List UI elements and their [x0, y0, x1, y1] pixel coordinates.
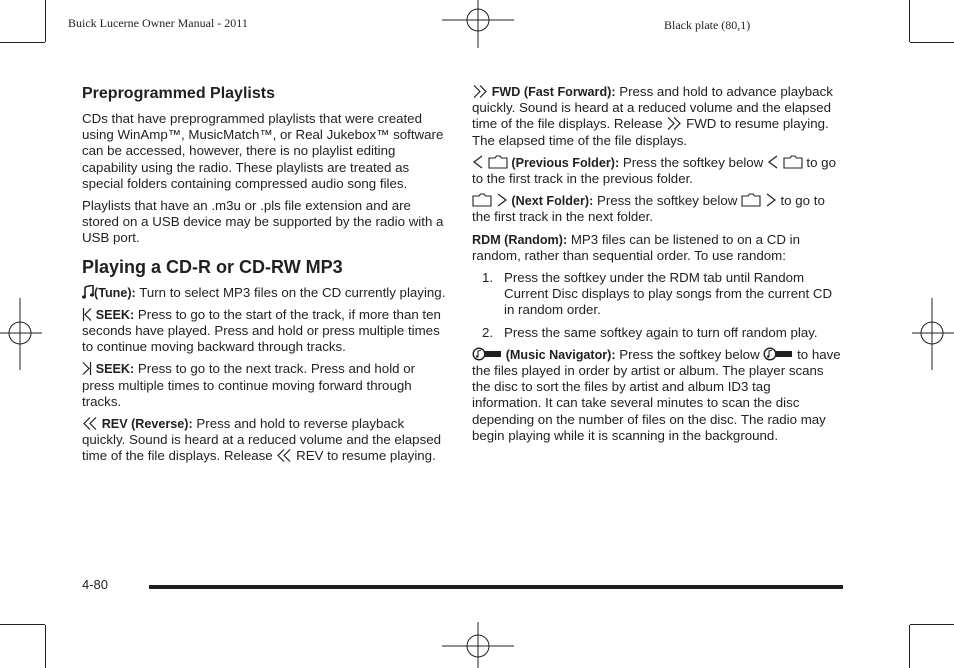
- seek-forward-icon: [82, 362, 92, 375]
- prev-folder-text-end: to go to the first track in the previous folder.: [472, 154, 836, 187]
- crop-mark: [909, 0, 910, 42]
- step-text: Press the softkey under the RDM tab until Random Current Disc displays to play songs from the current CD in random order.: [504, 270, 833, 318]
- next-folder-text-end: to go to the first track in the next folder.: [472, 193, 825, 225]
- crop-mark: [0, 624, 45, 625]
- prev-folder-text: Press the softkey below: [619, 154, 764, 170]
- rev-label: REV (Reverse):: [101, 417, 193, 432]
- chevron-left-icon: [767, 155, 779, 169]
- paragraph: Playlists that have an .m3u or .pls file extension and are stored on a USB device may be supported by the radio with a USB port.: [82, 198, 444, 246]
- tune-label: (Tune):: [94, 285, 136, 300]
- chevron-right-icon: [496, 193, 508, 207]
- chevron-left-icon: [472, 155, 484, 169]
- list-item: [472, 325, 842, 341]
- rewind-icon: [82, 417, 98, 430]
- rewind-icon: [276, 449, 292, 462]
- folder-icon: [472, 193, 492, 207]
- registration-mark-right: [912, 298, 954, 370]
- folder-icon: [741, 193, 761, 207]
- seek-back-paragraph: [82, 307, 448, 356]
- registration-mark-bottom: [442, 622, 514, 668]
- footer-rule: [149, 585, 843, 589]
- seek-label: SEEK:: [95, 307, 135, 322]
- music-navigator-icon: [472, 347, 502, 361]
- tune-paragraph: [82, 285, 448, 301]
- next-folder-label: (Next Folder):: [511, 194, 594, 209]
- seek-back-text: Press to go to the start of the track, if more than ten seconds have played. Press and hold or press multiple times to continue moving backward through tracks.: [82, 306, 441, 355]
- seek-forward-text: Press to go to the next track. Press and hold or press multiple times to continue moving forward through tracks.: [82, 361, 416, 409]
- random-steps-list: [472, 270, 842, 341]
- seek-forward-paragraph: [82, 361, 448, 410]
- rdm-text: MP3 files can be listened to on a CD in random, rather than sequential order. To use random:: [472, 231, 800, 263]
- music-navigator-paragraph: [472, 347, 842, 444]
- crop-mark: [910, 624, 954, 625]
- crop-mark: [0, 42, 45, 43]
- seek-label: SEEK:: [95, 362, 135, 377]
- right-column: [472, 84, 842, 450]
- registration-mark-left: [0, 298, 42, 370]
- step-number: 1.: [482, 270, 494, 286]
- fwd-paragraph: [472, 84, 842, 149]
- prev-folder-label: (Previous Folder):: [511, 155, 620, 170]
- music-navigator-text-end: to have the files played in order by artist or album. The player scans the disc to sort the files by artist and album ID3 tag information. It can take several minutes to scan the disc depending on the number of files on the disc. The radio may begin playing while it is scanning in the background.: [472, 346, 841, 443]
- section-heading: Playing a CD-R or CD-RW MP3: [82, 256, 343, 277]
- rdm-paragraph: [472, 232, 842, 264]
- list-item: [472, 270, 842, 319]
- prev-folder-paragraph: [472, 155, 842, 187]
- fwd-label: FWD (Fast Forward):: [491, 85, 616, 99]
- fast-forward-icon: [472, 85, 488, 98]
- header-plate-info: Black plate (80,1): [664, 18, 751, 32]
- crop-mark: [910, 42, 954, 43]
- folder-icon: [488, 155, 508, 169]
- registration-mark-top: [442, 0, 514, 48]
- chevron-right-icon: [765, 193, 777, 207]
- step-text: Press the same softkey again to turn off random play.: [504, 324, 818, 340]
- rdm-label: RDM (Random):: [472, 232, 568, 247]
- crop-mark: [45, 0, 46, 42]
- music-navigator-label: (Music Navigator):: [505, 347, 616, 362]
- folder-icon: [783, 155, 803, 169]
- fast-forward-icon: [666, 117, 682, 130]
- fwd-text-end: FWD to resume playing. The elapsed time of the file displays.: [472, 116, 829, 148]
- page-number: 4-80: [82, 577, 109, 592]
- music-navigator-text: Press the softkey below: [615, 346, 760, 362]
- paragraph: CDs that have preprogrammed playlists that were created using WinAmp™, MusicMatch™, or Real Jukebox™ software can be accessed, however, there is no playlist editing capability using the radio. These playlists are treated as special folders containing compressed audio song files.: [82, 111, 444, 191]
- next-folder-paragraph: [472, 193, 842, 225]
- crop-mark: [45, 625, 46, 668]
- music-navigator-icon: [763, 347, 793, 361]
- header-manual-title: Buick Lucerne Owner Manual - 2011: [68, 16, 248, 30]
- section-heading: Preprogrammed Playlists: [82, 85, 275, 102]
- rev-text: Press and hold to reverse playback quickly. Sound is heard at a reduced volume and the elapsed time of the file displays. Release: [82, 416, 442, 464]
- crop-mark: [909, 625, 910, 668]
- step-number: 2.: [482, 324, 494, 340]
- left-column: [82, 84, 448, 471]
- rev-text-end: REV to resume playing.: [292, 448, 436, 464]
- music-note-icon: [82, 285, 94, 299]
- rev-paragraph: [82, 416, 448, 465]
- next-folder-text: Press the softkey below: [593, 193, 738, 209]
- seek-back-icon: [82, 308, 92, 321]
- tune-text: Turn to select MP3 files on the CD currently playing.: [135, 284, 446, 300]
- fwd-text: Press and hold to advance playback quickly. Sound is heard at a reduced volume and the elapsed time of the file displays. Release: [472, 84, 833, 132]
